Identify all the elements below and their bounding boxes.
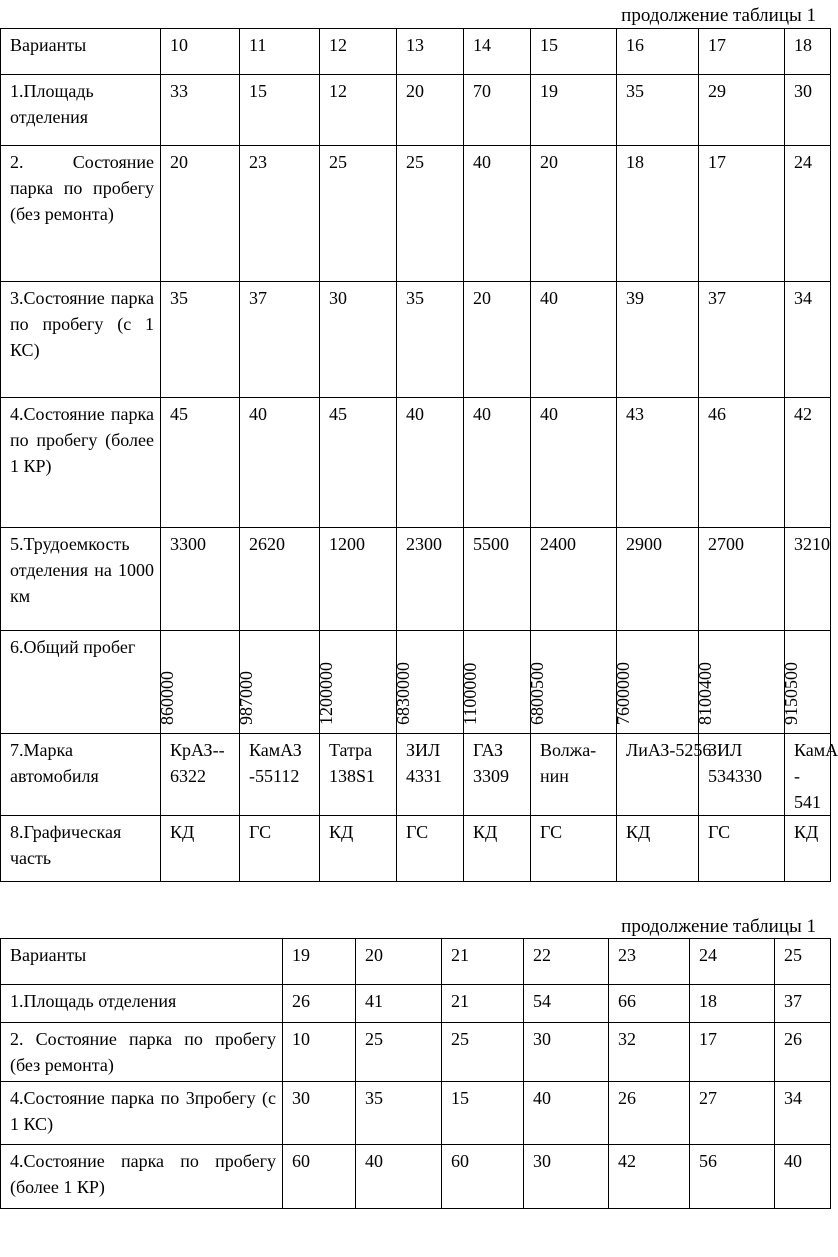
table-cell: 37	[775, 985, 831, 1023]
table-cell: 30	[524, 1023, 609, 1082]
table-cell: 34	[775, 1082, 831, 1145]
table-cell: 30	[283, 1082, 356, 1145]
table-cell: 45	[161, 398, 240, 528]
variant-number: 14	[464, 29, 531, 75]
table-cell: 29	[699, 75, 785, 146]
header-row	[1, 939, 831, 985]
table-cell: 1200	[320, 528, 397, 631]
row-label: 4.Состояние парка по 3пробегу (с 1 КС)	[1, 1082, 283, 1145]
table-cell: 20	[464, 282, 531, 398]
mileage-value: 860000	[161, 631, 240, 734]
table-cell: 25	[356, 1023, 442, 1082]
variant-number: 23	[609, 939, 690, 985]
table-cell: Волжа-нин	[531, 734, 617, 816]
table-cell: КД	[320, 816, 397, 882]
variant-number: 22	[524, 939, 609, 985]
row-label: 2. Состояние парка по пробегу (без ремонта)	[1, 146, 161, 282]
table-cell: 3300	[161, 528, 240, 631]
variant-number: 12	[320, 29, 397, 75]
mileage-value: 987000	[240, 631, 320, 734]
row-label: 4.Состояние парка по пробегу (более 1 КР)	[1, 1145, 283, 1209]
table-cell: 20	[161, 146, 240, 282]
table-cell: 23	[240, 146, 320, 282]
table-cell: 40	[531, 398, 617, 528]
table-cell: 30	[320, 282, 397, 398]
table-cell: 37	[699, 282, 785, 398]
table-cell: ЛиАЗ-5256	[617, 734, 699, 816]
variants-table-19-25	[0, 938, 831, 1209]
variant-number: 20	[356, 939, 442, 985]
variants-table-10-18	[0, 28, 838, 882]
table-cell: 40	[531, 282, 617, 398]
table-cell: ГС	[397, 816, 464, 882]
mileage-value: 1100000	[464, 631, 531, 734]
variant-number: 24	[690, 939, 775, 985]
table-cell: 35	[397, 282, 464, 398]
mileage-value: 6800500	[531, 631, 617, 734]
table-cell: 26	[609, 1082, 690, 1145]
table-row	[1, 282, 831, 398]
table-cell: 17	[699, 146, 785, 282]
table-row	[1, 398, 831, 528]
table-cell: 39	[617, 282, 699, 398]
table-cell: Татра 138S1	[320, 734, 397, 816]
variant-number: 16	[617, 29, 699, 75]
table-cell: 32	[609, 1023, 690, 1082]
table-cell: 40	[464, 146, 531, 282]
row-label: 1.Площадь отделения	[1, 985, 283, 1023]
table-cell: 46	[699, 398, 785, 528]
row-label: 5.Трудоемкость отделения на 1000 км	[1, 528, 161, 631]
table-cell: 5500	[464, 528, 531, 631]
table-cell: ЗИЛ 4331	[397, 734, 464, 816]
table-cell: 15	[240, 75, 320, 146]
table-row	[1, 985, 831, 1023]
table-cell: 34	[785, 282, 831, 398]
row-label: 4.Состояние парка по пробегу (более 1 КР)	[1, 398, 161, 528]
table-cell: КД	[464, 816, 531, 882]
table-cell: ГС	[240, 816, 320, 882]
table-cell: 27	[690, 1082, 775, 1145]
mileage-value: 9150500	[785, 631, 831, 734]
table-cell: 42	[785, 398, 831, 528]
variant-number: 21	[442, 939, 524, 985]
row-label: 7.Марка автомобиля	[1, 734, 161, 816]
table-cell: 20	[531, 146, 617, 282]
table-row	[1, 1082, 831, 1145]
row-label: 1.Площадь отделения	[1, 75, 161, 146]
variant-number: 13	[397, 29, 464, 75]
row-label: 6.Общий пробег	[1, 631, 161, 734]
header-row	[1, 29, 831, 75]
table-cell: 45	[320, 398, 397, 528]
table-cell: 24	[785, 146, 831, 282]
table-cell: 40	[356, 1145, 442, 1209]
table-cell: 30	[524, 1145, 609, 1209]
table-cell: 3210	[785, 528, 831, 631]
table-cell: 40	[397, 398, 464, 528]
table-row	[1, 1145, 831, 1209]
variant-number: 17	[699, 29, 785, 75]
table-cell: 43	[617, 398, 699, 528]
row-label: 2. Состояние парка по пробегу (без ремонта)	[1, 1023, 283, 1082]
table-cell: 2300	[397, 528, 464, 631]
table-cell: 2400	[531, 528, 617, 631]
table-cell: 19	[531, 75, 617, 146]
header-label: Варианты	[1, 29, 161, 75]
variant-number: 25	[775, 939, 831, 985]
table-cell: 15	[442, 1082, 524, 1145]
table-cell: 70	[464, 75, 531, 146]
table-cell: 35	[356, 1082, 442, 1145]
table-row	[1, 816, 831, 882]
table-cell: 37	[240, 282, 320, 398]
table-cell: 35	[617, 75, 699, 146]
variant-number: 19	[283, 939, 356, 985]
table-cell: 33	[161, 75, 240, 146]
table-cell: 40	[240, 398, 320, 528]
mileage-value: 7600000	[617, 631, 699, 734]
table-cell: ЗИЛ 534330	[699, 734, 785, 816]
mileage-value: 6830000	[397, 631, 464, 734]
table-cell: 21	[442, 985, 524, 1023]
table-cell: КрАЗ-- 6322	[161, 734, 240, 816]
mileage-value: 8100400	[699, 631, 785, 734]
table-cell: 25	[397, 146, 464, 282]
table-cell: ГС	[699, 816, 785, 882]
table-cell: ГС	[531, 816, 617, 882]
variant-number: 10	[161, 29, 240, 75]
row-label: 8.Графическая часть	[1, 816, 161, 882]
table-cell: 30	[785, 75, 831, 146]
table-caption: продолжение таблицы 1	[621, 916, 816, 937]
table-cell: 17	[690, 1023, 775, 1082]
table-cell: 20	[397, 75, 464, 146]
table-row	[1, 75, 831, 146]
table-cell: 25	[442, 1023, 524, 1082]
table-cell: КамАЗ -55112	[240, 734, 320, 816]
table-cell: 54	[524, 985, 609, 1023]
table-cell: 40	[775, 1145, 831, 1209]
table-cell: 12	[320, 75, 397, 146]
table-cell: 10	[283, 1023, 356, 1082]
table-cell: КамА - 541	[785, 734, 831, 816]
table-cell: 18	[690, 985, 775, 1023]
table-cell: КД	[785, 816, 831, 882]
table-row	[1, 1023, 831, 1082]
row-label: 3.Состояние парка по пробегу (с 1 КС)	[1, 282, 161, 398]
variant-number: 18	[785, 29, 831, 75]
table-cell: 2900	[617, 528, 699, 631]
table-row	[1, 734, 831, 816]
table-cell: 56	[690, 1145, 775, 1209]
table-cell: КД	[161, 816, 240, 882]
table-cell: КД	[617, 816, 699, 882]
header-label: Варианты	[1, 939, 283, 985]
table-cell: 40	[464, 398, 531, 528]
table-row	[1, 528, 831, 631]
table-cell: 26	[283, 985, 356, 1023]
table-row	[1, 146, 831, 282]
table-cell: 60	[442, 1145, 524, 1209]
table-cell: 18	[617, 146, 699, 282]
variant-number: 11	[240, 29, 320, 75]
table-cell: 60	[283, 1145, 356, 1209]
table-cell: 25	[320, 146, 397, 282]
table-row	[1, 631, 831, 734]
table-cell: 26	[775, 1023, 831, 1082]
table-cell: 2620	[240, 528, 320, 631]
table-cell: 35	[161, 282, 240, 398]
table-cell: 41	[356, 985, 442, 1023]
table-cell: 40	[524, 1082, 609, 1145]
table-caption: продолжение таблицы 1	[621, 5, 816, 26]
table-cell: 42	[609, 1145, 690, 1209]
table-cell: 66	[609, 985, 690, 1023]
table-cell: ГАЗ 3309	[464, 734, 531, 816]
table-cell: 2700	[699, 528, 785, 631]
mileage-value: 1200000	[320, 631, 397, 734]
variant-number: 15	[531, 29, 617, 75]
